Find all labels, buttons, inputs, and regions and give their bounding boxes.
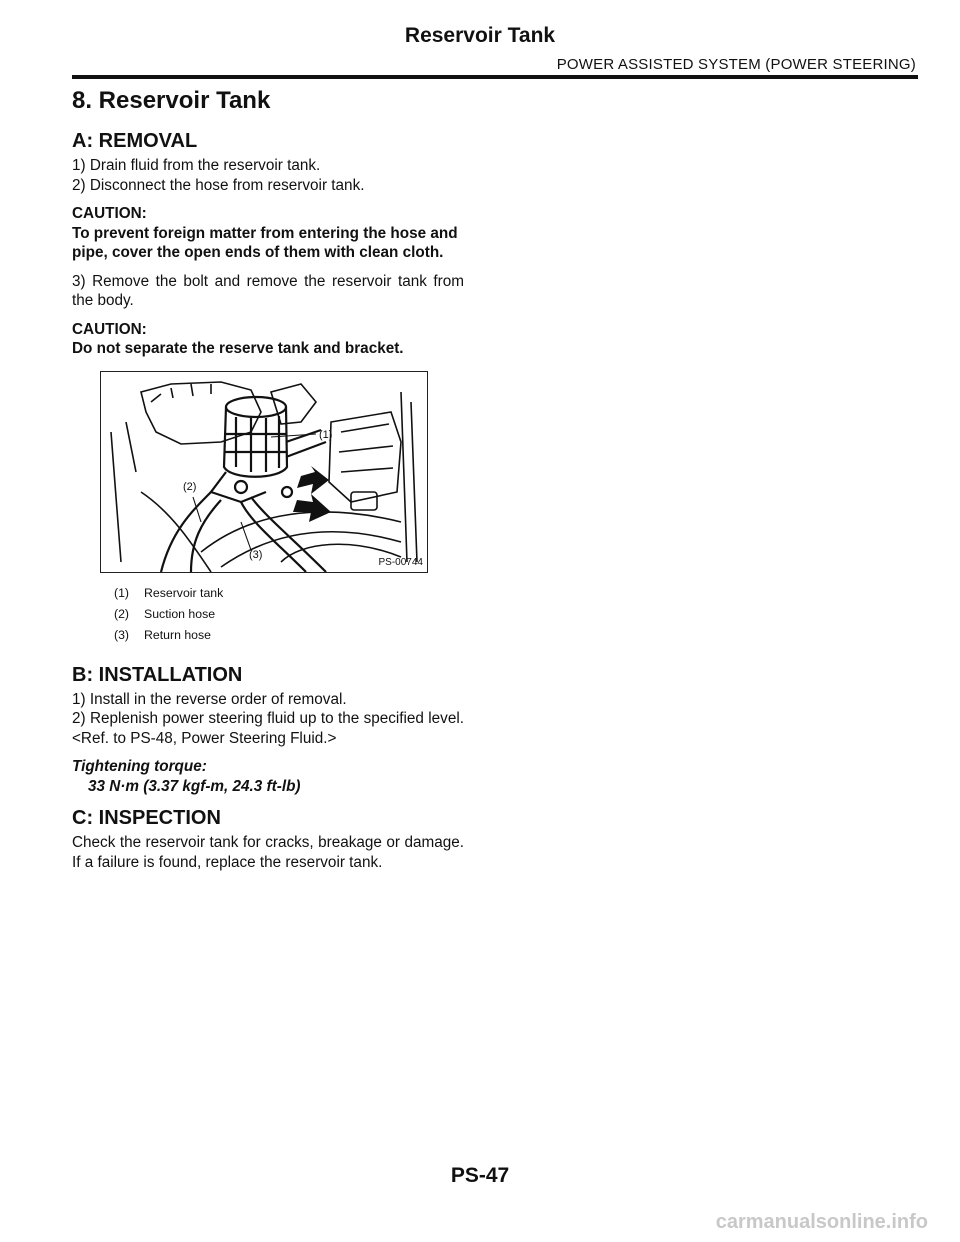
removal-step-3: 3) Remove the bolt and remove the reservoir tank from the body. bbox=[72, 272, 464, 309]
torque-label: Tightening torque: bbox=[72, 758, 207, 775]
installation-heading: B: INSTALLATION bbox=[72, 663, 243, 686]
reservoir-tank-figure bbox=[100, 371, 428, 573]
figure-legend bbox=[114, 583, 464, 646]
caution-1-label: CAUTION: bbox=[72, 205, 147, 222]
header-rule bbox=[72, 75, 918, 79]
callout-1: (1) bbox=[319, 428, 333, 441]
legend-item: (3) Return hose bbox=[114, 627, 211, 642]
removal-heading: A: REMOVAL bbox=[72, 130, 198, 152]
watermark: carmanualsonline.info bbox=[715, 1211, 928, 1233]
callout-2: (2) bbox=[183, 480, 197, 493]
content-column bbox=[72, 86, 464, 872]
caution-2-label: CAUTION: bbox=[72, 320, 147, 338]
page-number: PS-47 bbox=[450, 1164, 510, 1187]
header-title: Reservoir Tank bbox=[404, 24, 556, 47]
callout-3: (3) bbox=[249, 548, 263, 561]
removal-step-2: 2) Disconnect the hose from reservoir tank. bbox=[72, 176, 365, 194]
installation-step-1: 1) Install in the reverse order of removal. bbox=[72, 690, 347, 708]
installation-step-2: 2) Replenish power steering fluid up to the specified level. <Ref. to PS-48, Power Steering Fluid.> bbox=[72, 710, 464, 747]
engine-bay-illustration bbox=[101, 372, 427, 572]
section-title: 8. Reservoir Tank bbox=[72, 87, 271, 114]
legend-item: (2) Suction hose bbox=[114, 606, 216, 621]
caution-1-text: To prevent foreign matter from entering the hose and pipe, cover the open ends of them with clean cloth. bbox=[72, 224, 458, 261]
removal-step-1: 1) Drain fluid from the reservoir tank. bbox=[72, 157, 321, 174]
caution-2-text: Do not separate the reserve tank and bracket. bbox=[72, 340, 404, 357]
header-subtitle: POWER ASSISTED SYSTEM (POWER STEERING) bbox=[556, 56, 916, 73]
legend-item: (1) Reservoir tank bbox=[114, 585, 224, 600]
torque-value: 33 N·m (3.37 kgf-m, 24.3 ft-lb) bbox=[88, 777, 301, 795]
inspection-text: Check the reservoir tank for cracks, breakage or damage. If a failure is found, replace the reservoir tank. bbox=[72, 834, 464, 871]
inspection-heading: C: INSPECTION bbox=[72, 807, 221, 829]
figure-code: PS-00744 bbox=[378, 556, 423, 568]
